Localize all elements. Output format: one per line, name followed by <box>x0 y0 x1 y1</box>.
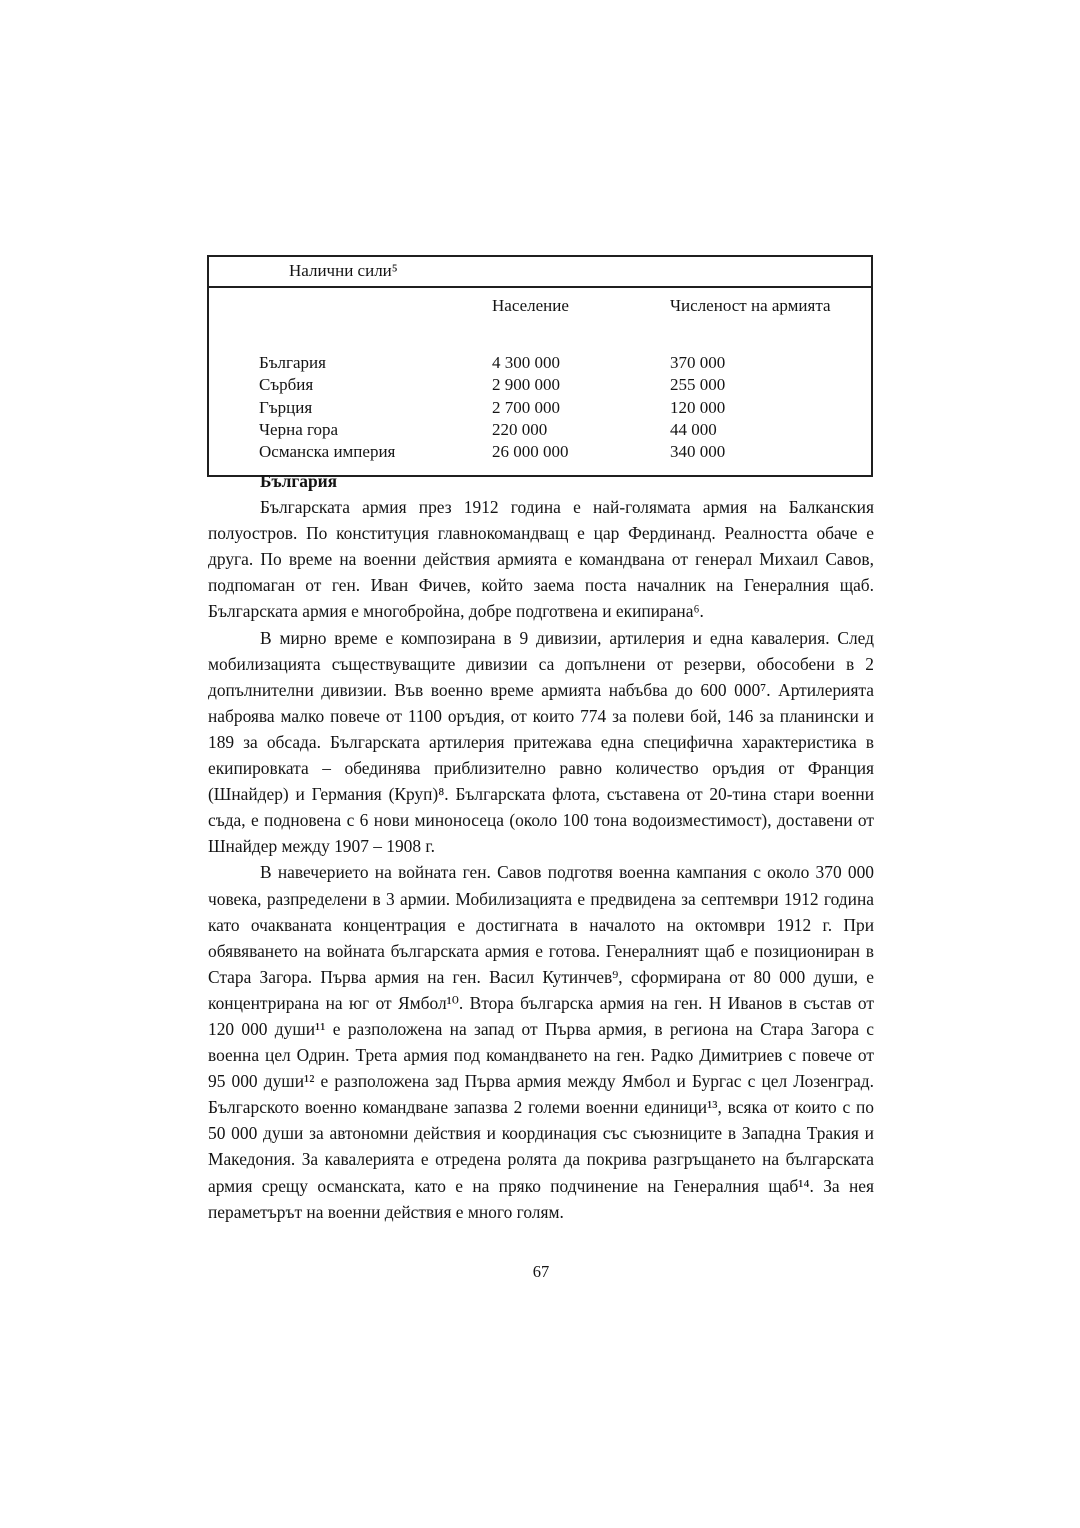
row-army: 370 000 <box>670 353 726 372</box>
row-population: 26 000 000 <box>492 442 569 462</box>
table-header-row <box>209 288 871 316</box>
table-row <box>259 397 871 419</box>
page-number: 67 <box>532 1262 550 1281</box>
row-army: 255 000 <box>670 375 726 395</box>
body-text <box>208 468 874 1225</box>
row-name: Гърция <box>259 397 313 417</box>
table-row <box>259 419 871 441</box>
paragraph: В навечерието на войната ген. Савов подготвя военна кампания с около 370 000 човека, разпределени в 3 армии. Мобилизацията е предвидена за септември 1912 година като очакваната концентрация е достигната в началото на октомври 1912 г. При обявяването на войната българската армия е готова. Генералният щаб е позициониран в Стара Загора. Първа армия на ген. Васил Кутинчев⁹, сформирана от 80 000 души, е концентрирана на юг от Ямбол¹⁰. Втора българска армия на ген. Н Иванов в състав от 120 000 души¹¹ е разположена на запад от Първа армия, в региона на Стара Загора с военна цел Одрин. Трета армия под командването на ген. Радко Димитриев с повече от 95 000 души¹² е разположена зад Първа армия между Ямбол и Бургас с цел Лозенград. Българското военно командване запазва 2 големи военни единици¹³, всяка от които с по 50 000 души за автономни действия и координация със съюзниците в Западна Тракия и Македония. За кавалерията е отредена ролята да покрива разгръщането на българската армия срещу османската, като е на пряко подчинение на Генералния щаб¹⁴. За нея пераметърът на военни действия е много голям. <box>208 862 874 1222</box>
row-name: България <box>259 353 326 372</box>
row-army: 44 000 <box>670 419 717 439</box>
column-header-empty <box>259 296 492 316</box>
table-rows <box>209 316 871 475</box>
column-header-population: Население <box>492 296 569 315</box>
paragraph: В мирно време е композирана в 9 дивизии, артилерия и една кавалерия. След мобилизацията съществуващите дивизии са допълнени от резерви, обособени в 2 допълнителни дивизии. Във военно време армията набъбва до 600 000⁷. Артилерията наброява малко повече от 1100 оръдия, от които 774 за полеви бой, 146 за планински и 189 за обсада. Българската артилерия притежава една специфична характеристика в екипировката – обединява приблизително равно количество оръдия от Франция (Шнайдер) и Германия (Круп)⁸. Българската флота, съставена от 20-тина стари военни съда, е подновена с 6 нови миноносеца (около 100 тона водоизместимост), доставени от Шнайдер между 1907 – 1908 г. <box>208 627 874 857</box>
table-row <box>259 374 871 396</box>
table-title: Налични сили⁵ <box>209 257 871 288</box>
row-population: 220 000 <box>492 419 548 439</box>
row-name: Сърбия <box>259 375 314 395</box>
table-row <box>259 352 871 374</box>
section-heading: България <box>260 471 338 491</box>
row-population: 2 900 000 <box>492 375 560 395</box>
row-name: Черна гора <box>259 419 339 439</box>
row-population: 4 300 000 <box>492 353 560 372</box>
row-name: Османска империя <box>259 442 396 462</box>
row-population: 2 700 000 <box>492 397 560 417</box>
available-forces-table <box>207 255 873 477</box>
row-army: 340 000 <box>670 442 726 462</box>
table-row <box>259 441 871 463</box>
paragraph: Българската армия през 1912 година е най-голямата армия на Балканския полуостров. По конституция главнокомандващ е цар Фердинанд. Реалността обаче е друга. По време на военни действия армията е командвана от генерал Михаил Савов, подпомаган от ген. Иван Фичев, който заема поста началник на Генералния щаб. Българската армия е многобройна, добре подготвена и екипирана⁶. <box>208 497 874 622</box>
row-army: 120 000 <box>670 397 726 417</box>
column-header-army: Численост на армията <box>670 296 831 315</box>
